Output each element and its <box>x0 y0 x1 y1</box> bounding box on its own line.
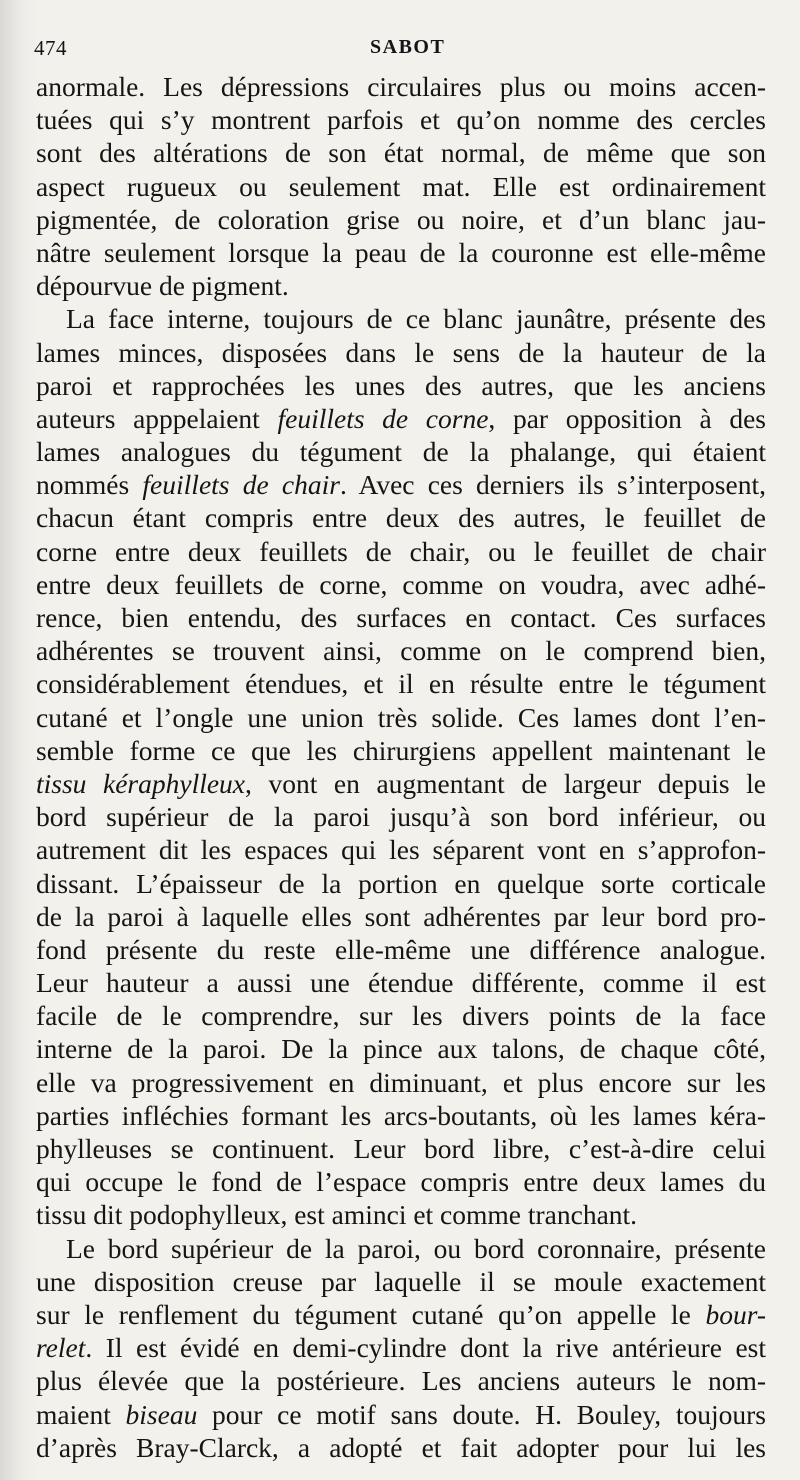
italic-term: tissu kéraphylleux <box>36 767 246 799</box>
text-segment: facile de le comprendre, sur les divers points de la face <box>36 1000 766 1032</box>
text-segment: bord supérieur de la paroi jusqu’à son bord inférieur, ou <box>36 801 766 833</box>
text-line <box>36 369 766 402</box>
text-line <box>36 236 766 269</box>
text-segment: paroi et rapprochées les unes des autres, que les anciens <box>36 369 766 401</box>
text-line <box>36 568 766 601</box>
text-segment: phylleuses se continuent. Leur bord libre, c’est-à-dire celui <box>36 1133 766 1164</box>
text-segment: . Avec ces derniers ils s’interposent, <box>339 469 766 501</box>
text-line <box>36 1132 766 1165</box>
text-segment: nommés <box>36 469 143 501</box>
text-line <box>36 701 766 734</box>
text-segment: rence, bien entendu, des surfaces en contact. Ces surfaces <box>36 602 766 633</box>
text-segment: lames minces, disposées dans le sens de la hauteur de la <box>36 336 766 368</box>
text-segment: sur le renflement du tégument cutané qu’on appelle le <box>36 1298 706 1330</box>
text-line <box>36 667 766 700</box>
text-segment: fond présente du reste elle-même une différence analogue. <box>36 933 766 965</box>
page-header <box>34 36 774 64</box>
text-segment: nâtre seulement lorsque la peau de la couronne est elle-même <box>36 236 766 268</box>
text-segment: dépourvue de pigment. <box>36 270 289 302</box>
text-line <box>36 468 766 501</box>
italic-term: biseau <box>125 1398 198 1430</box>
text-line <box>36 833 766 866</box>
text-segment: anormale. Les dépressions circulaires plus ou moins accen- <box>36 71 766 102</box>
text-segment: Leur hauteur a aussi une étendue différente, comme il est <box>36 967 766 999</box>
text-segment: auteurs apppelaient <box>36 402 278 434</box>
italic-term: bour- <box>705 1298 766 1330</box>
italic-term: feuillets de chair <box>142 469 340 501</box>
text-line <box>36 501 766 534</box>
text-line <box>36 933 766 966</box>
text-segment: La face interne, toujours de ce blanc jaunâtre, présente des <box>66 303 766 335</box>
text-segment: une disposition creuse par laquelle il se moule exactement <box>36 1265 766 1297</box>
text-line <box>36 302 766 335</box>
running-title: SABOT <box>370 36 446 58</box>
text-segment: cutané et l’ongle une union très solide. Ces lames dont l’en- <box>36 701 766 733</box>
text-line <box>36 800 766 833</box>
text-segment: Le bord supérieur de la paroi, ou bord coronnaire, présente <box>66 1232 766 1264</box>
text-segment: pigmentée, de coloration grise ou noire, et d’un blanc jau- <box>36 203 766 235</box>
text-line <box>36 70 766 103</box>
text-line <box>36 767 766 800</box>
text-line <box>36 103 766 136</box>
text-line <box>36 1298 766 1331</box>
text-line <box>36 999 766 1032</box>
text-line <box>36 1032 766 1065</box>
text-line <box>36 402 766 435</box>
text-segment: parties infléchies formant les arcs-boutants, où les lames kéra- <box>36 1099 766 1131</box>
text-segment: de la paroi à laquelle elles sont adhérentes par leur bord pro- <box>36 900 766 932</box>
text-segment: considérablement étendues, et il en résulte entre le tégument <box>36 668 766 700</box>
text-segment: entre deux feuillets de corne, comme on voudra, avec adhé- <box>36 568 766 600</box>
text-segment: aspect rugueux ou seulement mat. Elle est ordinairement <box>36 170 766 202</box>
text-segment: maient <box>36 1398 126 1430</box>
text-line <box>36 1066 766 1099</box>
text-line <box>36 734 766 767</box>
text-segment: semble forme ce que les chirurgiens appellent maintenant le <box>36 734 766 766</box>
text-line <box>36 1099 766 1132</box>
text-line <box>36 535 766 568</box>
text-line <box>36 1398 766 1431</box>
text-line <box>36 170 766 203</box>
text-line <box>36 867 766 900</box>
text-line <box>36 1232 766 1265</box>
text-segment: autrement dit les espaces qui les séparent vont en s’approfon- <box>36 834 766 866</box>
text-line <box>36 966 766 999</box>
text-line <box>36 1431 766 1464</box>
text-segment: chacun étant compris entre deux des autres, le feuillet de <box>36 502 766 534</box>
text-segment: . Il est évidé en demi-cylindre dont la rive antérieure est <box>85 1332 766 1364</box>
text-line <box>36 269 766 302</box>
text-line <box>36 203 766 236</box>
text-segment: tissu dit podophylleux, est aminci et comme tranchant. <box>36 1199 638 1231</box>
text-segment: tuées qui s’y montrent parfois et qu’on nomme des cercles <box>36 104 766 136</box>
body-text <box>36 70 766 1464</box>
italic-term: feuillets de corne <box>277 402 489 434</box>
text-segment: plus élevée que la postérieure. Les anciens auteurs le nom- <box>36 1365 766 1397</box>
text-segment: qui occupe le fond de l’espace compris entre deux lames du <box>36 1166 766 1198</box>
text-line <box>36 435 766 468</box>
text-line <box>36 1198 766 1231</box>
text-line <box>36 1364 766 1397</box>
text-line <box>36 601 766 634</box>
text-line <box>36 336 766 369</box>
italic-term: relet <box>36 1332 86 1364</box>
text-segment: adhérentes se trouvent ainsi, comme on le comprend bien, <box>36 635 766 667</box>
text-segment: d’après Bray-Clarck, a adopté et fait adopter pour lui les <box>36 1431 766 1463</box>
text-line <box>36 900 766 933</box>
text-line <box>36 1165 766 1198</box>
text-line <box>36 634 766 667</box>
text-line <box>36 1265 766 1298</box>
text-segment: , vont en augmentant de largeur depuis le <box>245 767 766 799</box>
text-segment: sont des altérations de son état normal, de même que son <box>36 137 766 169</box>
text-segment: dissant. L’épaisseur de la portion en quelque sorte corticale <box>36 867 766 899</box>
text-line <box>36 1331 766 1364</box>
text-segment: elle va progressivement en diminuant, et plus encore sur les <box>36 1066 766 1098</box>
text-segment: interne de la paroi. De la pince aux talons, de chaque côté, <box>36 1033 766 1065</box>
text-segment: pour ce motif sans doute. H. Bouley, toujours <box>197 1398 766 1430</box>
text-line <box>36 136 766 169</box>
text-segment: corne entre deux feuillets de chair, ou le feuillet de chair <box>36 535 766 567</box>
page-number: 474 <box>34 36 67 60</box>
text-segment: , par opposition à des <box>488 402 766 434</box>
text-segment: lames analogues du tégument de la phalange, qui étaient <box>36 436 766 468</box>
